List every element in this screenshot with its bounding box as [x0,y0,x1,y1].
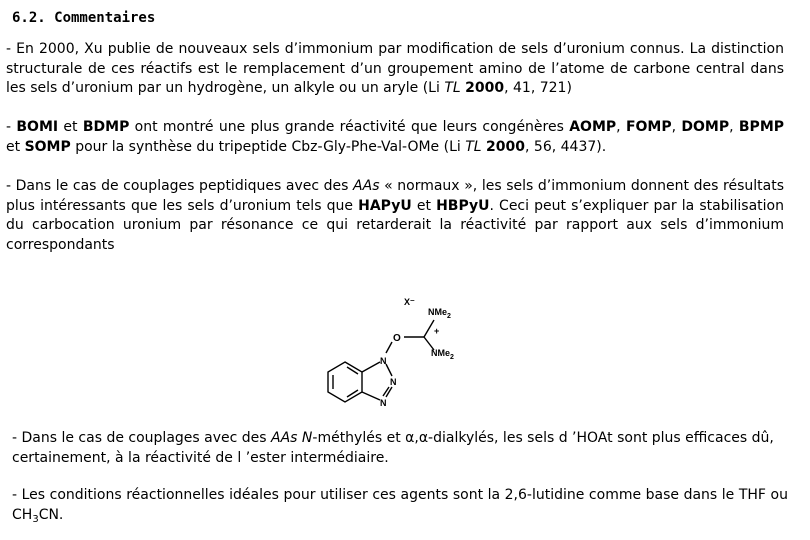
subscript: 3 [32,513,39,525]
paragraph-xu-2000 [6,40,784,99]
reagent-bpmp: BPMP [738,119,785,135]
text: , [671,119,682,135]
text: - Dans le cas de couplages peptidiques avec des [6,178,354,194]
text: « normaux », les sels d’immonium donnent des résultats plus intéressants que les sels d’uronium tels que [6,178,784,214]
journal-ref: TL [444,80,461,96]
reagent-somp: SOMP [24,138,71,155]
text: CN. [38,506,64,523]
paragraph-reactivity [6,118,784,157]
reagent-hapyu: HAPyU [358,197,412,214]
paragraph-conditions [12,486,788,525]
text: et [58,119,83,135]
aas-term: AAs N [271,430,313,446]
nme2-bottom: NMe$_2$ [431,348,454,361]
plus-charge: + [434,326,440,336]
section-title: 6.2. Commentaires [12,10,156,26]
text: ont montré une plus grande réactivité que leurs congénères [129,119,570,135]
n-o-bond [386,342,392,353]
text: -méthylés et α,α-dialkylés, les sels d ’HOAt sont plus efficaces dû, certainement, à la réactivité de l ’ester intermédiaire. [12,430,774,466]
text: , [729,119,739,135]
journal-ref: TL [465,138,482,155]
nitrogen-3: N [380,398,387,408]
paragraph-normal-aas [6,177,784,255]
text: , 56, 4437). [525,138,607,155]
year-ref: 2000 [465,80,505,96]
nitrogen-1: N [380,356,387,366]
reagent-bdmp: BDMP [82,119,130,135]
paragraph-n-methyl [12,428,782,468]
text: - Dans le cas de couplages avec des [12,430,272,446]
year-ref: 2000 [486,138,526,155]
triazole-bond [362,362,380,372]
text: pour la synthèse du tripeptide Cbz-Gly-Phe-Val-OMe (Li [70,138,466,155]
reagent-hbpyu: HBPyU [436,197,490,214]
reagent-fomp: FOMP [625,119,672,135]
text: - [6,119,17,135]
reagent-bomi: BOMI [16,119,59,135]
nme2-top: NMe$_2$ [428,307,451,320]
text: , [616,119,626,135]
text: et [6,138,25,155]
text: , 41, 721) [504,80,572,96]
aas-term: AAs [353,178,380,194]
nitrogen-2: N [390,377,397,387]
counter-ion: X⁻ [404,297,415,307]
text: - Les conditions réactionnelles idéales pour utiliser ces agents sont la 2,6-lutidine comme base dans le THF ou CH [12,487,788,523]
text: et [411,197,437,214]
immonium-salt-structure [300,290,480,412]
oxygen-atom: O [393,333,401,344]
text: . Ceci peut s’expliquer par la stabilisation du carbocation uronium par résonance ce qui retarderait la réactivité par rapport aux sels d’immonium correspondants [6,197,784,253]
text: - En 2000, Xu publie de nouveaux sels d’immonium par modification de sels d’uronium connus. La distinction structurale de ces réactifs est le remplacement d’un groupement amino de l’atome de carbone central dans les sels d’uronium par un hydrogène, un alkyle ou un aryle (Li [6,41,784,96]
reagent-aomp: AOMP [569,119,617,135]
reagent-domp: DOMP [681,119,730,135]
